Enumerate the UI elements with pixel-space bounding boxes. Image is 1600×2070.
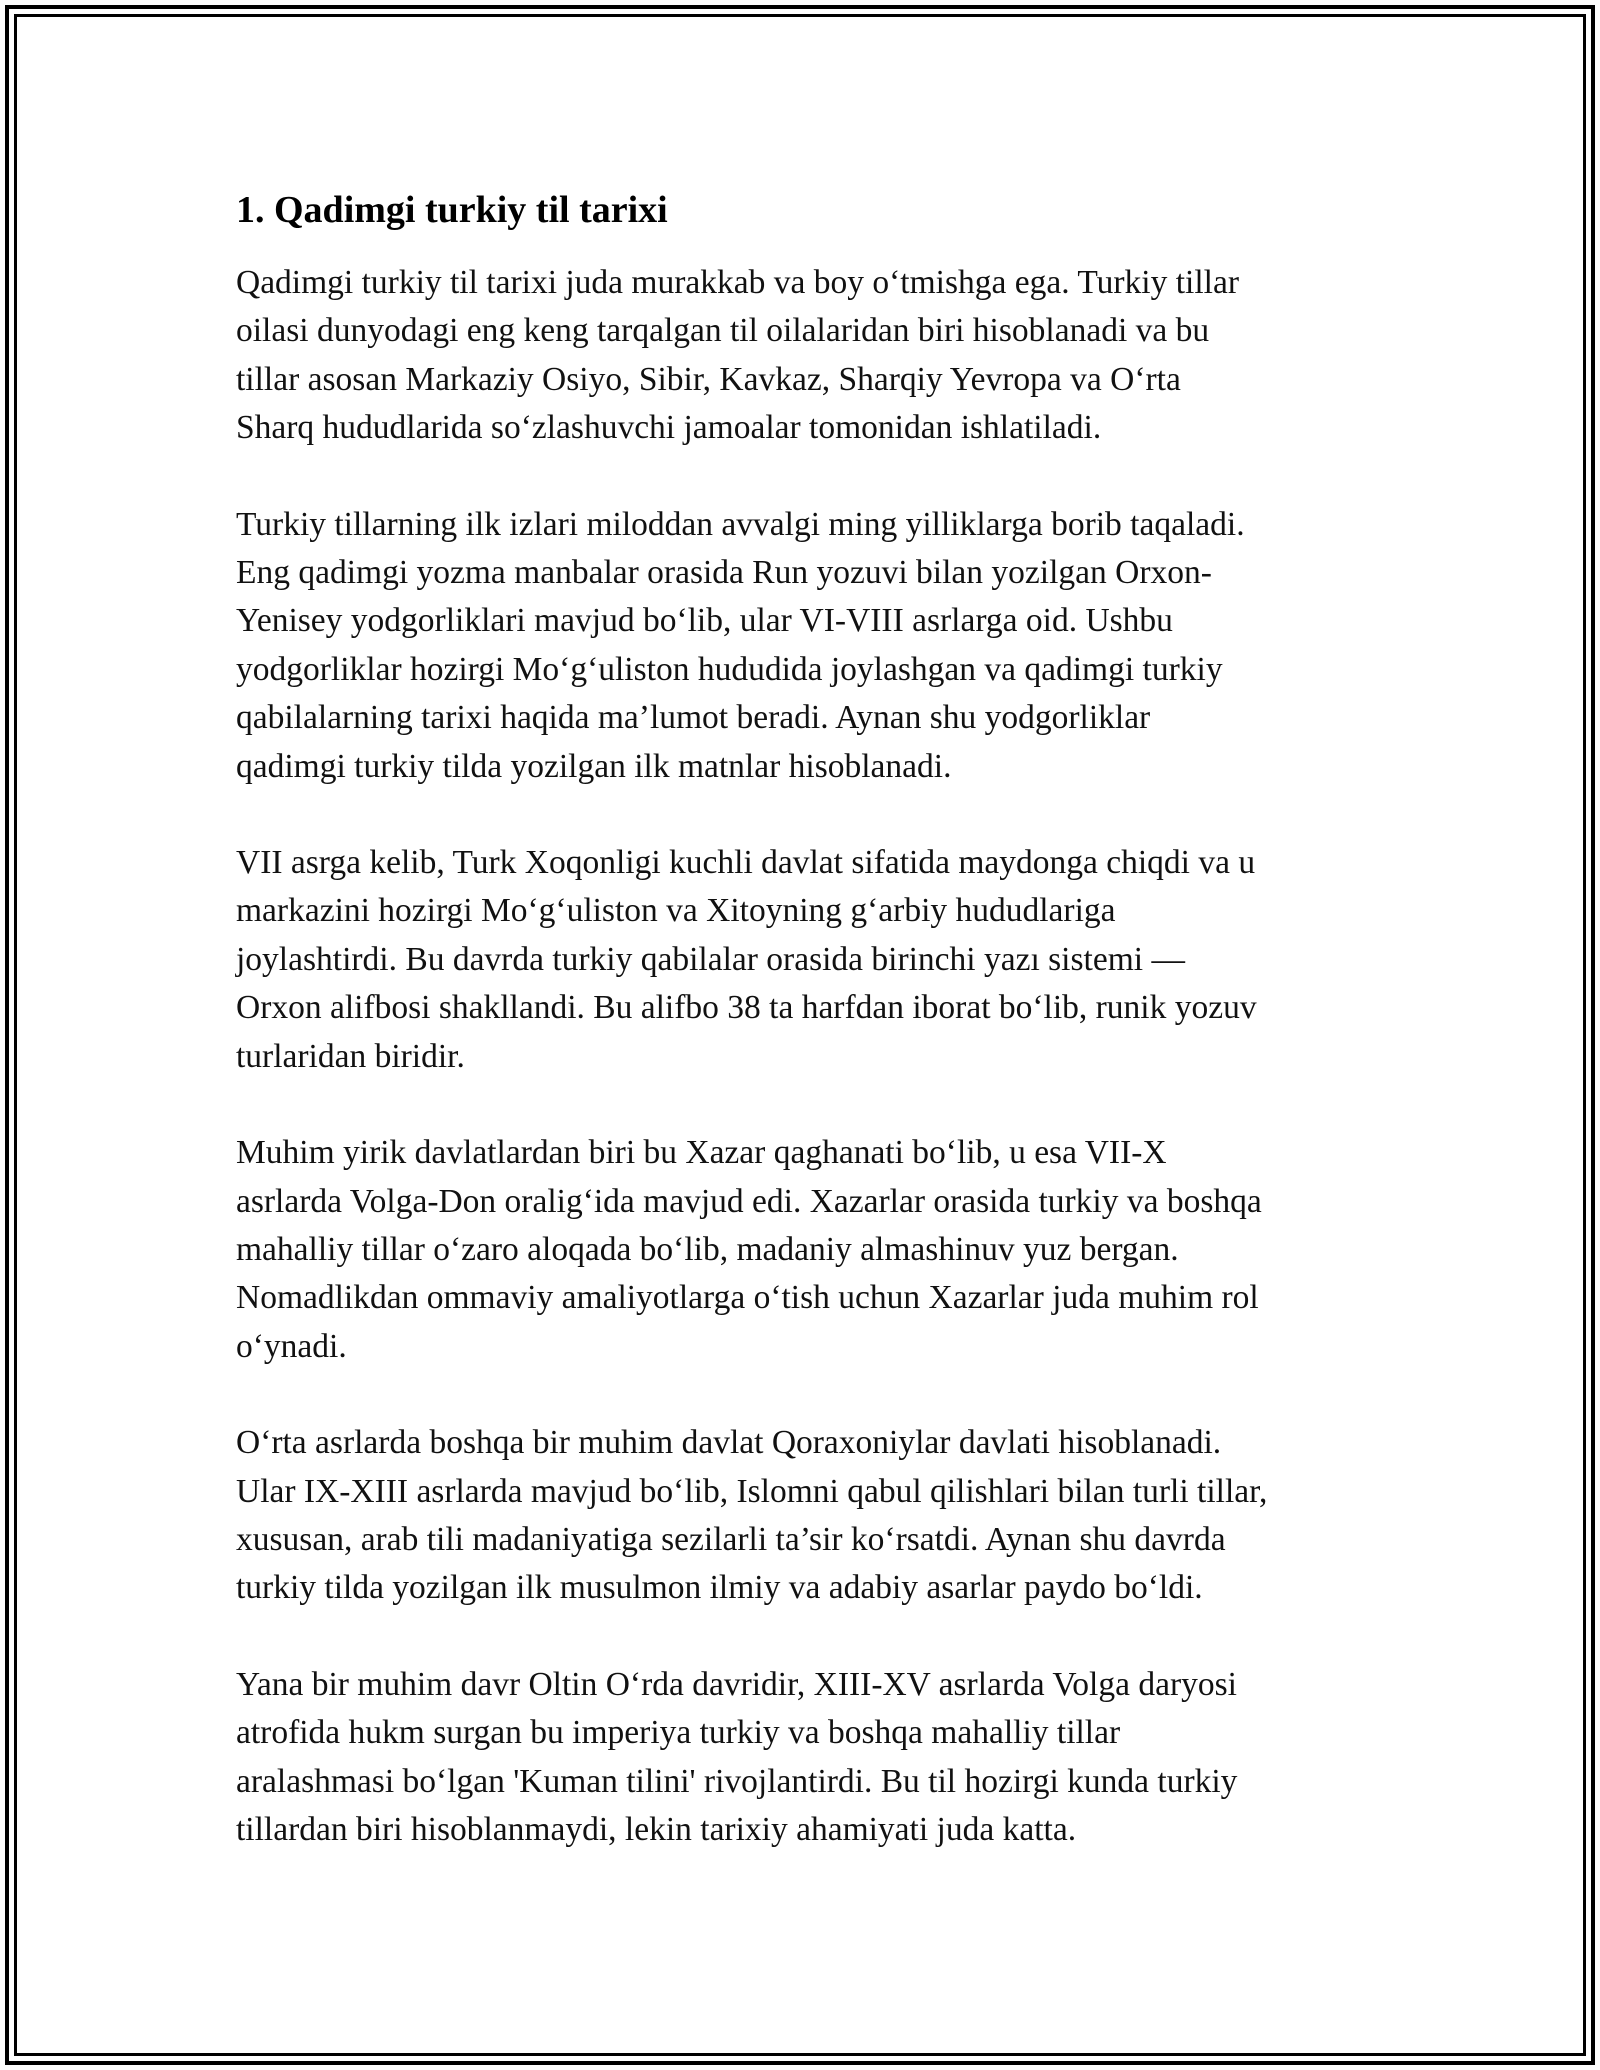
text-line: Sharq hududlarida so‘zlashuvchi jamoalar tomonidan ishlatiladi. <box>236 409 1102 447</box>
text-line: Turkiy tillarning ilk izlari miloddan avvalgi ming yilliklarga borib taqaladi. <box>236 505 1245 543</box>
text-line: tillardan biri hisoblanmaydi, lekin tarixiy ahamiyati juda katta. <box>236 1810 1077 1848</box>
text-line: Orxon alifbosi shakllandi. Bu alifbo 38 ta harfdan iborat bo‘lib, runik yozuv <box>236 989 1257 1027</box>
text-line: asrlarda Volga-Don oralig‘ida mavjud edi. Xazarlar orasida turkiy va boshqa <box>236 1182 1262 1220</box>
text-line: markazini hozirgi Mo‘g‘uliston va Xitoyning g‘arbiy hududlariga <box>236 892 1116 930</box>
text-line: turkiy tilda yozilgan ilk musulmon ilmiy va adabiy asarlar paydo bo‘ldi. <box>236 1569 1203 1607</box>
text-line: Eng qadimgi yozma manbalar orasida Run yozuvi bilan yozilgan Orxon- <box>236 554 1212 592</box>
text-line: Qadimgi turkiy til tarixi juda murakkab va boy o‘tmishga ega. Turkiy tillar <box>236 264 1239 301</box>
paragraph <box>236 1129 1376 1371</box>
text-line: qabilalarning tarixi haqida ma’lumot beradi. Aynan shu yodgorliklar <box>236 699 1151 737</box>
text-line: qadimgi turkiy tilda yozilgan ilk matnlar hisoblanadi. <box>236 747 952 785</box>
text-line: o‘ynadi. <box>236 1327 347 1365</box>
paragraph <box>236 1419 1376 1613</box>
text-line: xususan, arab tili madaniyatiga sezilarli ta’sir ko‘rsatdi. Aynan shu davrda <box>236 1520 1226 1558</box>
text-line: Nomadlikdan ommaviy amaliyotlarga o‘tish uchun Xazarlar juda muhim rol <box>236 1279 1259 1317</box>
document-body <box>236 186 1376 1902</box>
section-heading: 1. Qadimgi turkiy til tarixi <box>236 189 668 231</box>
paragraph <box>236 501 1376 791</box>
text-line: atrofida hukm surgan bu imperiya turkiy va boshqa mahalliy tillar <box>236 1714 1121 1752</box>
text-line: tillar asosan Markaziy Osiyo, Sibir, Kavkaz, Sharqiy Yevropa va O‘rta <box>236 360 1181 398</box>
text-line: Muhim yirik davlatlardan biri bu Xazar qaghanati bo‘lib, u esa VII-X <box>236 1134 1167 1172</box>
text-line: turlaridan biridir. <box>236 1037 465 1075</box>
text-line: joylashtirdi. Bu davrda turkiy qabilalar orasida birinchi yazı sistemi — <box>236 940 1185 978</box>
paragraph <box>236 1661 1376 1855</box>
text-line: oilasi dunyodagi eng keng tarqalgan til oilalaridan biri hisoblanadi va bu <box>236 312 1210 350</box>
text-line: yodgorliklar hozirgi Mo‘g‘uliston hududida joylashgan va qadimgi turkiy <box>236 650 1223 688</box>
text-line: Yana bir muhim davr Oltin O‘rda davridir, XIII-XV asrlarda Volga daryosi <box>236 1665 1237 1703</box>
paragraph <box>236 839 1376 1081</box>
text-line: Ular IX-XIII asrlarda mavjud bo‘lib, Islomni qabul qilishlari bilan turli tillar, <box>236 1472 1268 1510</box>
paragraph <box>236 259 1376 453</box>
text-line: O‘rta asrlarda boshqa bir muhim davlat Qoraxoniylar davlati hisoblanadi. <box>236 1424 1222 1462</box>
text-line: aralashmasi bo‘lgan 'Kuman tilini' rivojlantirdi. Bu til hozirgi kunda turkiy <box>236 1762 1238 1800</box>
text-line: Yenisey yodgorliklari mavjud bo‘lib, ular VI-VIII asrlarga oid. Ushbu <box>236 602 1173 640</box>
text-line: mahalliy tillar o‘zaro aloqada bo‘lib, madaniy almashinuv yuz bergan. <box>236 1230 1179 1268</box>
paragraphs-container <box>236 259 1376 1854</box>
text-line: VII asrga kelib, Turk Xoqonligi kuchli davlat sifatida maydonga chiqdi va u <box>236 844 1256 882</box>
